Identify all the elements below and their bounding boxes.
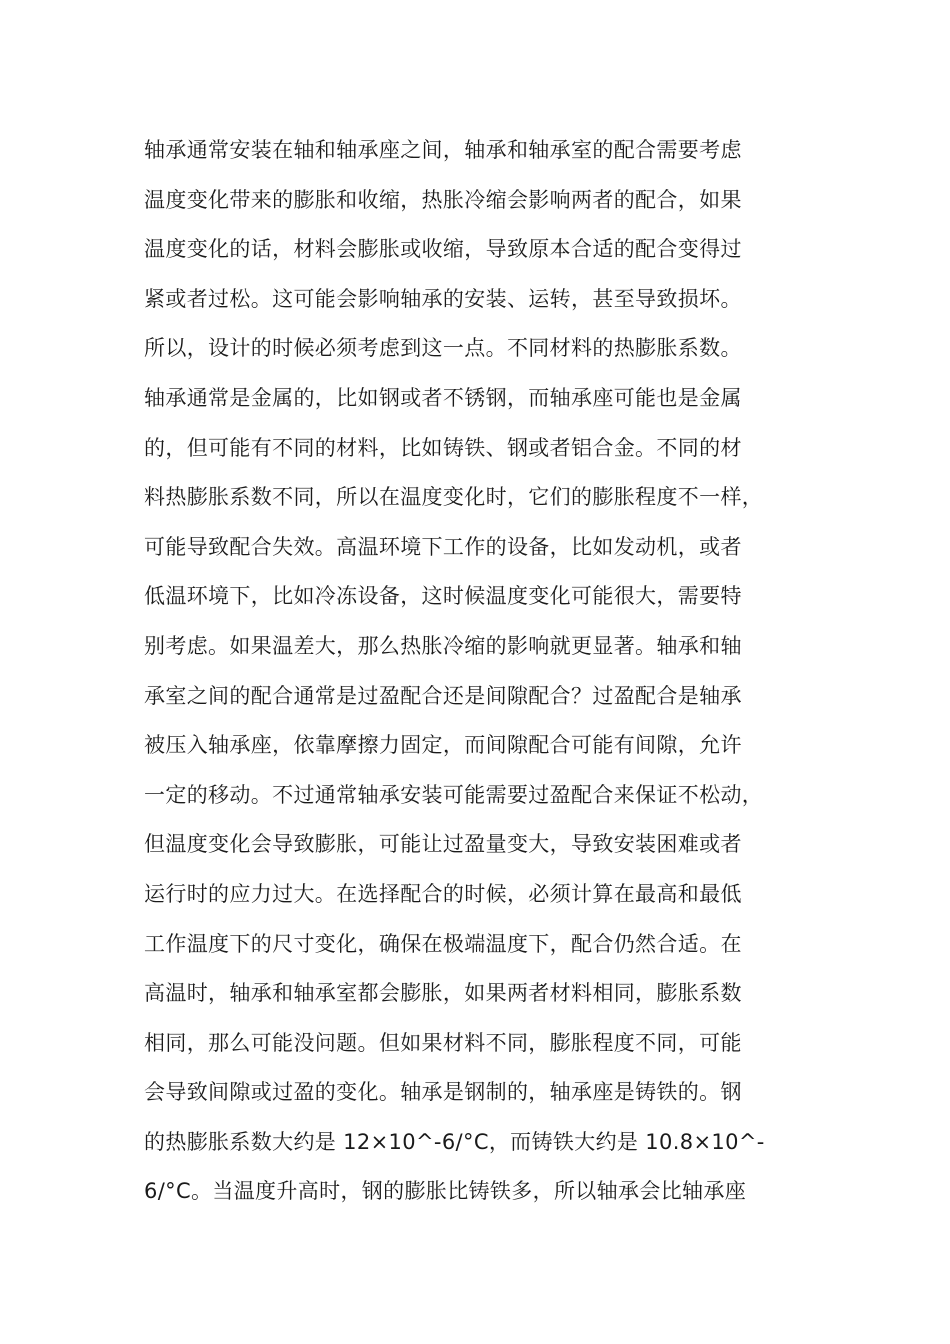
text-line-10: 低温环境下，比如冷冻设备，这时候温度变化可能很大，需要特	[144, 584, 742, 609]
text-line-21: 的热膨胀系数大约是 12×10^-6/°C，而铸铁大约是 10.8×10^-	[144, 1129, 765, 1154]
text-line-15: 但温度变化会导致膨胀，可能让过盈量变大，导致安装困难或者	[144, 832, 742, 857]
text-line-16: 运行时的应力过大。在选择配合的时候，必须计算在最高和最低	[144, 881, 742, 906]
text-line-14: 一定的移动。不过通常轴承安装可能需要过盈配合来保证不松动，	[144, 782, 764, 807]
text-line-1: 轴承通常安装在轴和轴承座之间，轴承和轴承室的配合需要考虑	[144, 138, 742, 162]
text-line-13: 被压入轴承座，依靠摩擦力固定，而间隙配合可能有间隙，允许	[144, 733, 742, 758]
text-line-22: 6/°C。当温度升高时，钢的膨胀比铸铁多，所以轴承会比轴承座	[144, 1179, 747, 1204]
text-line-7: 的，但可能有不同的材料，比如铸铁、钢或者铝合金。不同的材	[144, 435, 742, 460]
text-line-6: 轴承通常是金属的，比如钢或者不锈钢，而轴承座可能也是金属	[144, 385, 742, 410]
text-line-17: 工作温度下的尺寸变化，确保在极端温度下，配合仍然合适。在	[144, 931, 742, 956]
text-line-12: 承室之间的配合通常是过盈配合还是间隙配合？过盈配合是轴承	[144, 683, 742, 708]
text-line-3: 温度变化的话，材料会膨胀或收缩，导致原本合适的配合变得过	[144, 237, 742, 262]
text-line-2: 温度变化带来的膨胀和收缩，热胀冷缩会影响两者的配合，如果	[144, 187, 742, 212]
text-line-20: 会导致间隙或过盈的变化。轴承是钢制的，轴承座是铸铁的。钢	[144, 1080, 742, 1105]
body-text	[144, 126, 824, 1217]
text-line-4: 紧或者过松。这可能会影响轴承的安装、运转，甚至导致损坏。	[144, 286, 742, 311]
text-line-19: 相同，那么可能没问题。但如果材料不同，膨胀程度不同，可能	[144, 1030, 742, 1055]
text-line-8: 料热膨胀系数不同，所以在温度变化时，它们的膨胀程度不一样，	[144, 485, 764, 510]
text-line-9: 可能导致配合失效。高温环境下工作的设备，比如发动机，或者	[144, 534, 742, 559]
text-line-18: 高温时，轴承和轴承室都会膨胀，如果两者材料相同，膨胀系数	[144, 981, 742, 1006]
text-line-11: 别考虑。如果温差大，那么热胀冷缩的影响就更显著。轴承和轴	[144, 633, 742, 658]
text-line-5: 所以，设计的时候必须考虑到这一点。不同材料的热膨胀系数。	[144, 336, 742, 361]
